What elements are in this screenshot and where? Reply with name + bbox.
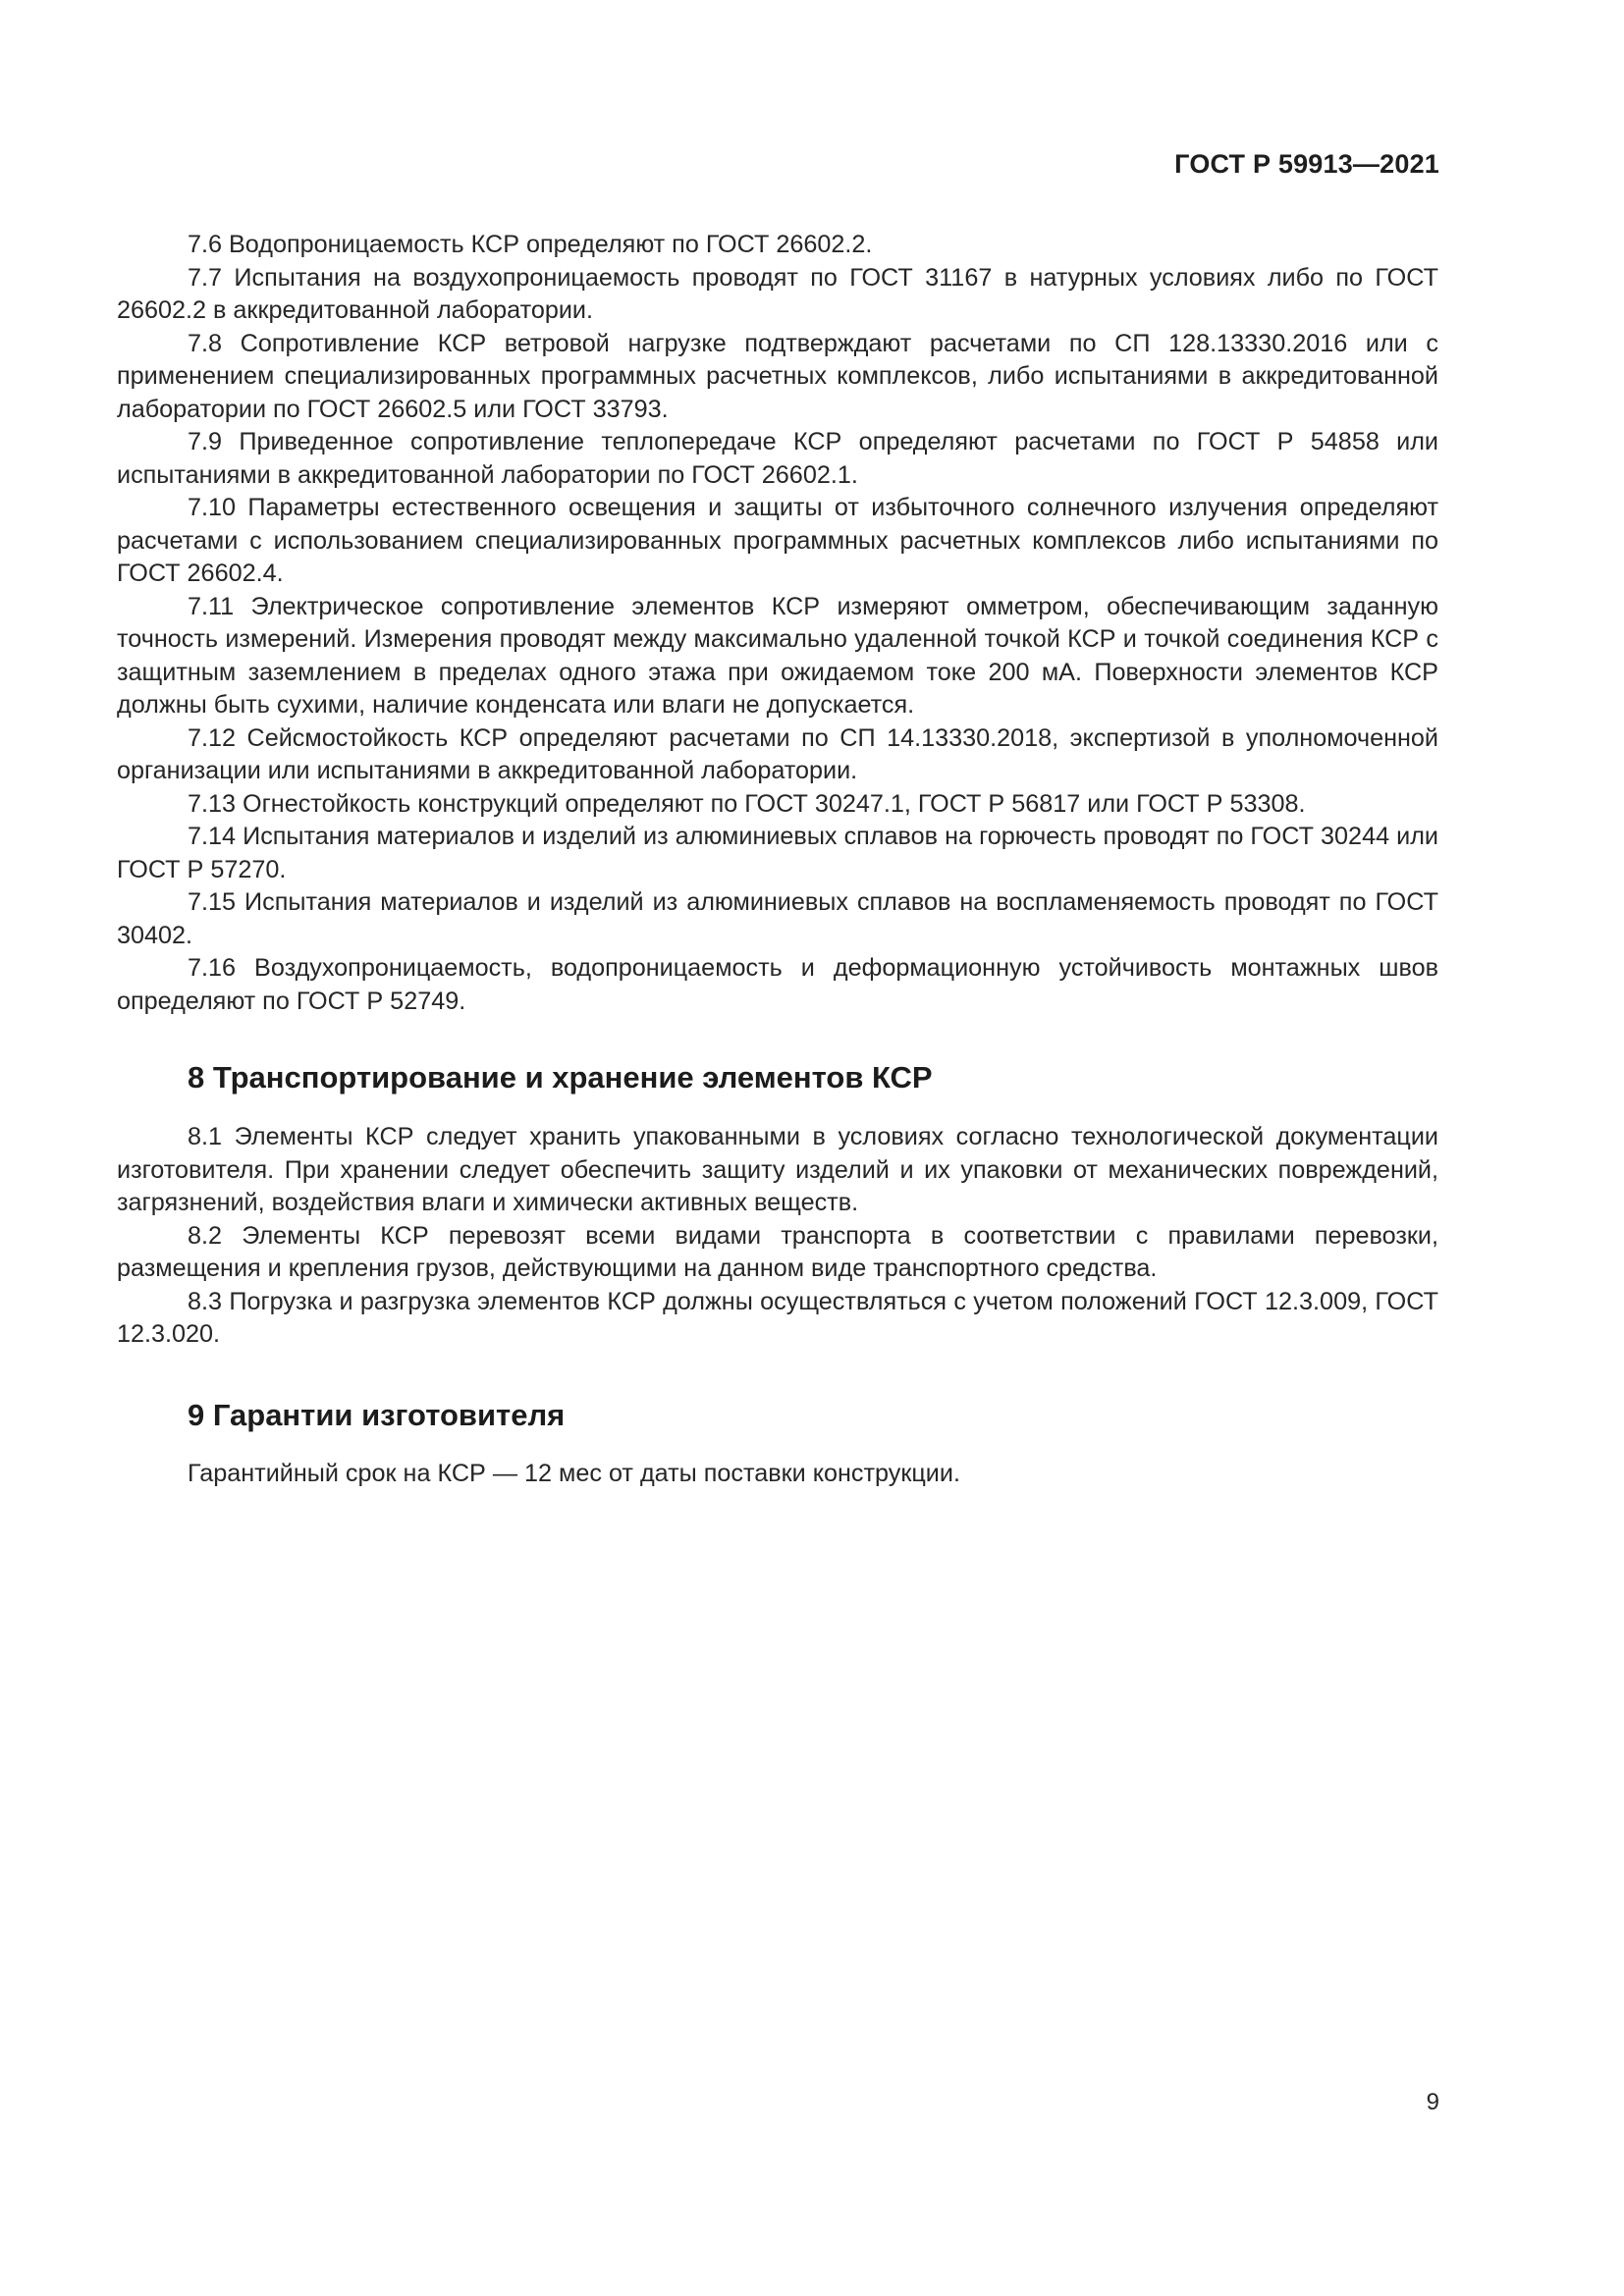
document-code-header: ГОСТ Р 59913—2021 [1174, 149, 1439, 179]
paragraph-7-13: 7.13 Огнестойкость конструкций определяют по ГОСТ 30247.1, ГОСТ Р 56817 или ГОСТ Р 53308. [188, 789, 1306, 818]
paragraph-7-16: 7.16 Воздухопроницаемость, водопроницаемость и деформационную устойчивость монтажных швов определяют по ГОСТ Р 52749. [117, 954, 1438, 1015]
section-9-heading: 9 Гарантии изготовителя [188, 1398, 566, 1432]
paragraph-7-14: 7.14 Испытания материалов и изделий из алюминиевых сплавов на горючесть проводят по ГОСТ 30244 или ГОСТ Р 57270. [117, 823, 1438, 883]
paragraph-8-3: 8.3 Погрузка и разгрузка элементов КСР должны осуществляться с учетом положений ГОСТ 12.3.009, ГОСТ 12.3.020. [117, 1287, 1438, 1348]
section-7-body [117, 229, 1438, 1018]
paragraph-8-2: 8.2 Элементы КСР перевозят всеми видами транспорта в соответствии с правилами перевозки, размещения и крепления грузов, действующими на данном виде транспортного средства. [117, 1221, 1438, 1282]
section-9-heading-block [117, 1396, 1438, 1435]
section-8-heading-block [117, 1058, 1438, 1097]
paragraph-7-9: 7.9 Приведенное сопротивление теплопередаче КСР определяют расчетами по ГОСТ Р 54858 или испытаниями в аккредитованной лаборатории по ГОСТ 26602.1. [117, 428, 1438, 489]
section-8-body [117, 1121, 1438, 1352]
paragraph-7-6: 7.6 Водопроницаемость КСР определяют по ГОСТ 26602.2. [188, 231, 873, 258]
paragraph-7-11: 7.11 Электрическое сопротивление элементов КСР измеряют омметром, обеспечивающим заданную точность измерений. Измерения проводят между максимально удаленной точкой КСР и точкой соединения КСР с защитным заземлением в пределах одного этажа при ожидаемом токе 200 мА. Поверхности элементов КСР должны быть сухими, наличие конденсата или влаги не допускается. [117, 592, 1438, 719]
paragraph-9-warranty: Гарантийный срок на КСР — 12 мес от даты поставки конструкции. [188, 1460, 960, 1487]
paragraph-8-1: 8.1 Элементы КСР следует хранить упакованными в условиях согласно технологической документации изготовителя. При хранении следует обеспечить защиту изделий и их упаковки от механических повреждений, загрязнений, воздействия влаги и химически активных веществ. [117, 1123, 1438, 1216]
paragraph-7-10: 7.10 Параметры естественного освещения и защиты от избыточного солнечного излучения определяют расчетами с использованием специализированных программных расчетных комплексов либо испытаниями по ГОСТ 26602.4. [117, 494, 1438, 587]
page-number: 9 [1426, 2089, 1439, 2115]
paragraph-7-15: 7.15 Испытания материалов и изделий из алюминиевых сплавов на воспламеняемость проводят по ГОСТ 30402. [117, 888, 1438, 949]
paragraph-7-12: 7.12 Сейсмостойкость КСР определяют расчетами по СП 14.13330.2018, экспертизой в уполномоченной организации или испытаниями в аккредитованной лаборатории. [117, 723, 1438, 784]
paragraph-7-8: 7.8 Сопротивление КСР ветровой нагрузке подтверждают расчетами по СП 128.13330.2016 или с применением специализированных программных расчетных комплексов, либо испытаниями в аккредитованной лаборатории по ГОСТ 26602.5 или ГОСТ 33793. [117, 329, 1438, 423]
section-8-heading: 8 Транспортирование и хранение элементов КСР [188, 1060, 933, 1095]
paragraph-7-7: 7.7 Испытания на воздухопроницаемость проводят по ГОСТ 31167 в натурных условиях либо по ГОСТ 26602.2 в аккредитованной лаборатории. [117, 263, 1438, 324]
section-9-body [117, 1458, 1438, 1491]
